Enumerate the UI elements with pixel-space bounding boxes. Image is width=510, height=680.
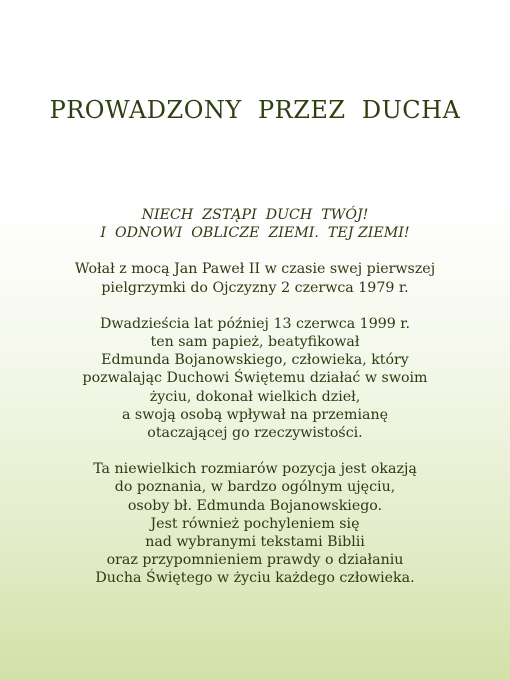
- paragraph-line: Ta niewielkich rozmiarów pozycja jest okazją: [93, 461, 417, 478]
- paragraph-line: nad wybranymi tekstami Biblii: [145, 534, 365, 551]
- paragraph-line: Edmunda Bojanowskiego, człowieka, który: [101, 352, 409, 369]
- paragraph-beatification: [0, 315, 510, 442]
- paragraph-line: do poznania, w bardzo ogólnym ujęciu,: [114, 479, 396, 496]
- paragraph-purpose: [0, 460, 510, 587]
- paragraph-line: oraz przypomnieniem prawdy o działaniu: [106, 552, 404, 569]
- body-text: [0, 206, 510, 588]
- paragraph-line: Dwadzieścia lat później 13 czerwca 1999 r.: [99, 315, 411, 332]
- paragraph-line: otaczającej go rzeczywistości.: [147, 425, 363, 442]
- paragraph-line: życiu, dokonał wielkich dzieł,: [149, 388, 361, 405]
- paragraph-line: Ducha Świętego w życiu każdego człowieka.: [95, 570, 415, 587]
- quote-line: NIECH ZSTĄPI DUCH TWÓJ!: [141, 207, 369, 223]
- paragraph-line: osoby bł. Edmunda Bojanowskiego.: [127, 497, 383, 514]
- quote: [0, 206, 510, 242]
- paragraph-line: pozwalając Duchowi Świętemu działać w swoim: [82, 370, 428, 387]
- quote-line: I ODNOWI OBLICZE ZIEMI. TEJ ZIEMI!: [100, 225, 410, 242]
- paragraph-line: a swoją osobą wpływał na przemianę: [121, 406, 389, 423]
- paragraph-line: ten sam papież, beatyfikował: [150, 334, 360, 351]
- paragraph-line: pielgrzymki do Ojczyzny 2 czerwca 1979 r.: [101, 279, 409, 296]
- paragraph-line: Jest również pochyleniem się: [150, 515, 360, 532]
- paragraph-line: Wołał z mocą Jan Paweł II w czasie swej pierwszej: [74, 261, 436, 278]
- page-title: PROWADZONY PRZEZ DUCHA: [49, 96, 461, 124]
- paragraph-intro: [0, 260, 510, 296]
